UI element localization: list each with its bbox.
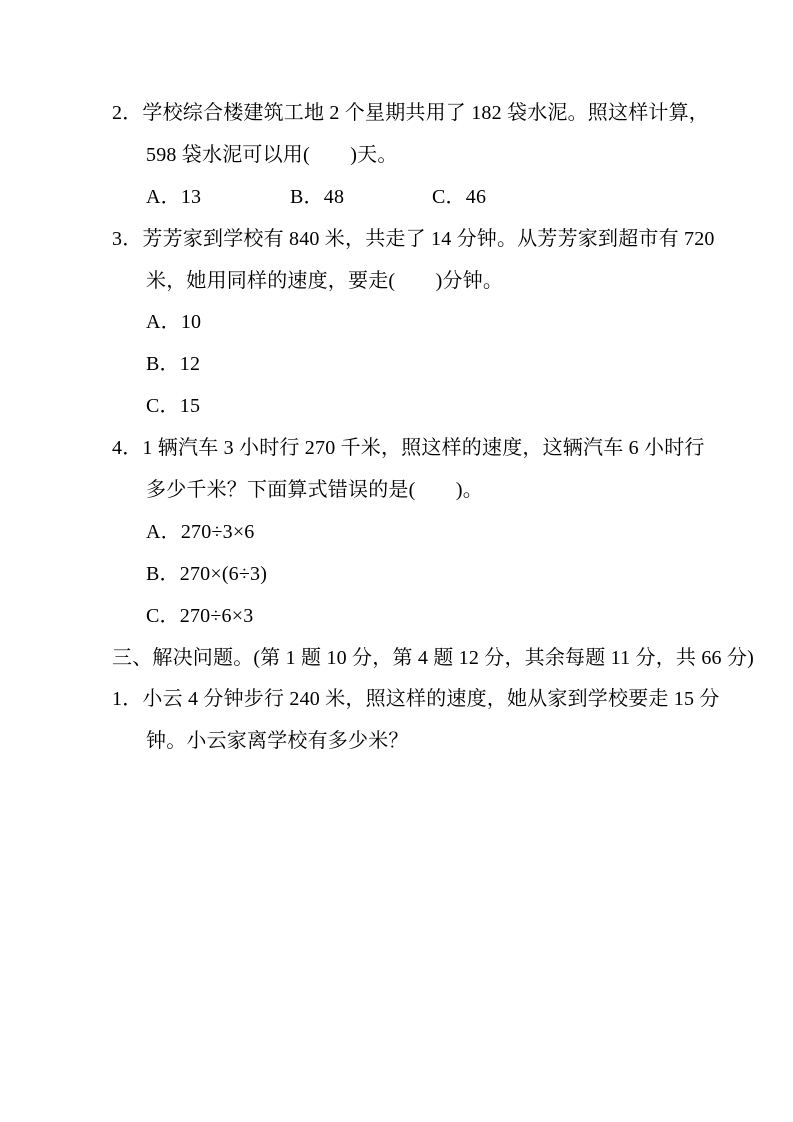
question-2-option-a: A．13 xyxy=(146,185,202,208)
solve-problem-1-line-1: 1．小云 4 分钟步行 240 米，照这样的速度，她从家到学校要走 15 分 xyxy=(112,688,720,711)
solve-problem-1-line-2: 钟。小云家离学校有多少米？ xyxy=(146,730,409,753)
question-3-option-a: A．10 xyxy=(146,311,202,334)
section-three-heading: 三、解决问题。(第 1 题 10 分，第 4 题 12 分，其余每题 11 分，共 66 分) xyxy=(112,646,754,669)
question-3-option-c: C．15 xyxy=(146,395,201,418)
question-2-options-row xyxy=(112,177,722,219)
question-4-option-b: B．270×(6÷3) xyxy=(146,562,268,585)
question-3-line-1: 3．芳芳家到学校有 840 米，共走了 14 分钟。从芳芳家到超市有 720 xyxy=(112,227,715,250)
question-3-line-2: 米，她用同样的速度，要走( )分钟。 xyxy=(146,269,504,292)
question-4-line-1: 4．1 辆汽车 3 小时行 270 千米，照这样的速度，这辆汽车 6 小时行 xyxy=(112,437,705,460)
question-4-option-a: A．270÷3×6 xyxy=(146,520,255,543)
question-4-option-c: C．270÷6×3 xyxy=(146,604,254,627)
question-2-option-b: B．48 xyxy=(290,185,345,208)
question-3-option-b: B．12 xyxy=(146,353,201,376)
page-content xyxy=(112,93,754,763)
question-2-line-2: 598 袋水泥可以用( )天。 xyxy=(146,143,398,166)
question-4-line-2: 多少千米？下面算式错误的是( )。 xyxy=(146,479,483,502)
question-2-line-1: 2．学校综合楼建筑工地 2 个星期共用了 182 袋水泥。照这样计算， xyxy=(112,102,709,124)
question-2-option-c: C．46 xyxy=(432,185,487,208)
